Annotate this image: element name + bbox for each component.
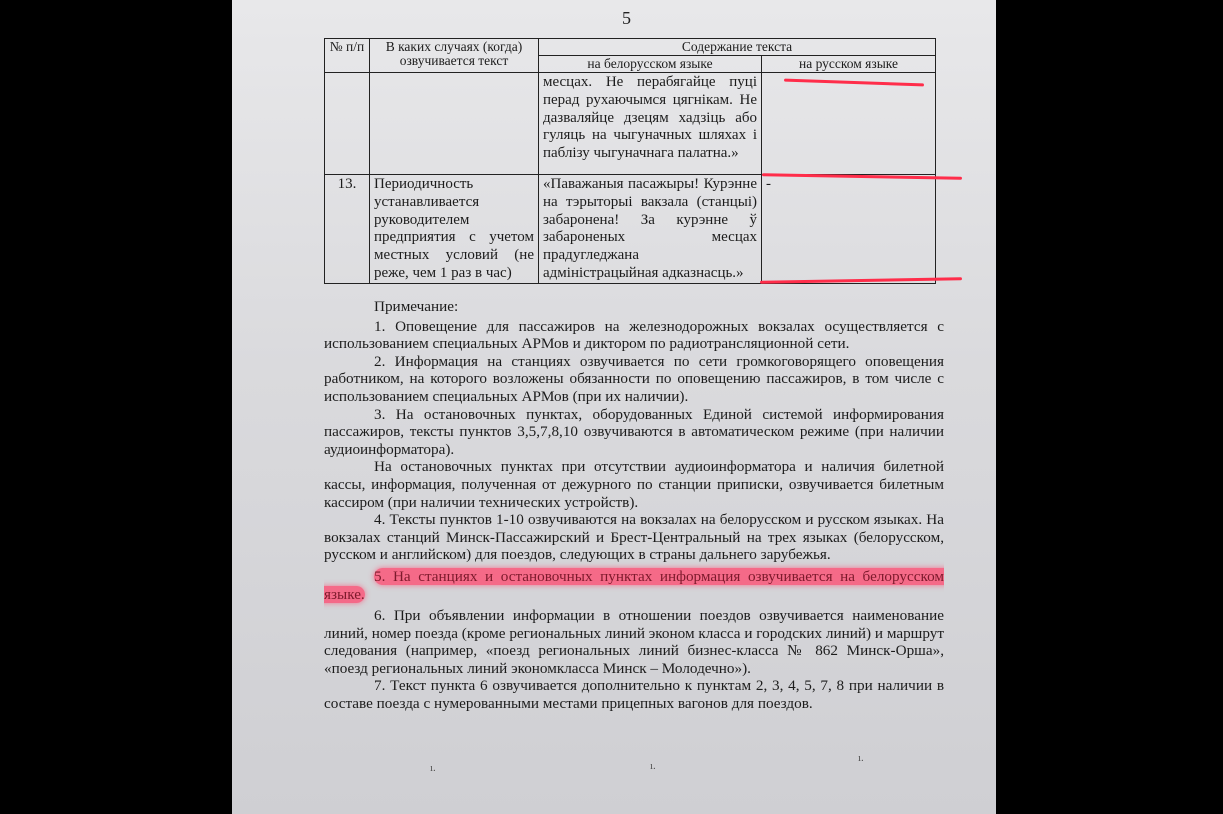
note-item-2: 2. Информация на станциях озвучивается по сети громкоговорящего оповещения работником, на которого возложены обязанности по оповещению пассажиров, в том числе с использованием специальных АРМов (при их наличии). xyxy=(324,352,944,405)
header-russian: на русском языке xyxy=(762,56,936,73)
note-item-4: 4. Тексты пунктов 1-10 озвучиваются на вокзалах на белорусском и русском языках. На вокзалах станций Минск-Пассажирский и Брест-Центральный на трех языках (белорусском, русском и английском) для поездов, следующих в страны дальнего зарубежья. xyxy=(324,511,944,564)
row-when: Периодичность устанавливается руководителем предприятия с учетом местных условий (не реже, чем 1 раз в час) xyxy=(370,175,539,284)
row-russian xyxy=(762,73,936,175)
scan-speck: ı. xyxy=(858,752,864,764)
header-when: В каких случаях (когда) озвучивается текст xyxy=(370,39,539,73)
announcement-table xyxy=(324,38,936,284)
document-page xyxy=(232,0,996,814)
row-belarusian: месцах. Не перабягайце пуці перад рухаючымся цягнікам. Не дазваляйце дзецям хадзіць або гуляць на чыгуначных шляхах і паблізу чыгуначнага палатна.» xyxy=(539,73,762,175)
page-number: 5 xyxy=(622,8,631,28)
header-belarusian: на белорусском языке xyxy=(539,56,762,73)
row-num xyxy=(325,73,370,175)
row-num: 13. xyxy=(325,175,370,284)
highlighted-note: 5. На станциях и остановочных пунктах информация озвучивается на белорусском языке. xyxy=(324,567,944,603)
table-row xyxy=(325,175,936,284)
scan-speck: ı. xyxy=(650,760,656,772)
note-item-1: 1. Оповещение для пассажиров на железнодорожных вокзалах осуществляется с использованием специальных АРМов и диктором по радиотрансляционной сети. xyxy=(324,317,944,353)
table-header-row xyxy=(325,39,936,56)
note-item-5-highlighted xyxy=(324,568,944,603)
note-item-7: 7. Текст пункта 6 озвучивается дополнительно к пунктам 2, 3, 4, 5, 7, 8 при наличии в составе поезда с нумерованными местами прицепных вагонов для поездов. xyxy=(324,677,944,713)
notes-section xyxy=(324,298,944,713)
note-item-3b: На остановочных пунктах при отсутствии аудиоинформатора и наличия билетной кассы, информация, полученная от дежурного по станции приписки, озвучивается билетным кассиром (при наличии технических устройств). xyxy=(324,458,944,511)
note-item-6: 6. При объявлении информации в отношении поездов озвучивается наименование линий, номер поезда (кроме региональных линий эконом класса и городских линий) и маршрут следования (например, «поезд региональных линий бизнес-класса № 862 Минск-Орша», «поезд региональных линий экономкласса Минск – Молодечно»). xyxy=(324,607,944,677)
header-num: № п/п xyxy=(325,39,370,73)
scan-speck: ı. xyxy=(430,762,436,774)
row-when xyxy=(370,73,539,175)
header-content: Содержание текста xyxy=(539,39,936,56)
table-row xyxy=(325,73,936,175)
notes-title: Примечание: xyxy=(374,298,459,315)
row-belarusian: «Паважаныя пасажыры! Курэнне на тэрыторыі вакзала (станцыі) забаронена! За курэнне ў забароненых месцах прадугледжана адміністрацыйная адказнасць.» xyxy=(539,175,762,284)
row-russian: - xyxy=(762,175,936,284)
note-item-3: 3. На остановочных пунктах, оборудованных Единой системой информирования пассажиров, тексты пунктов 3,5,7,8,10 озвучиваются в автоматическом режиме (при наличии аудиоинформатора). xyxy=(324,405,944,458)
